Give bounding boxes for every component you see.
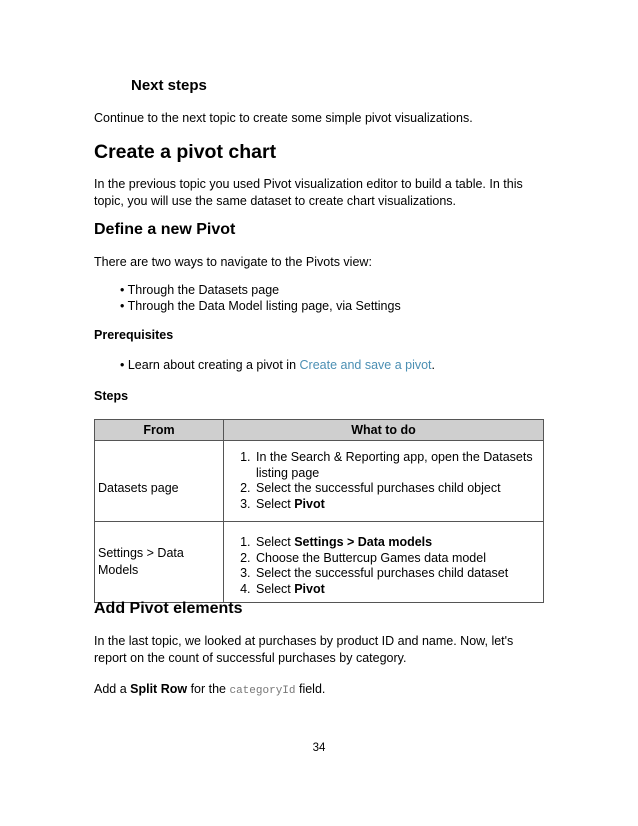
- from-cell: [95, 522, 224, 603]
- step-text: Select the successful purchases child object: [256, 481, 501, 495]
- add-pivot-line-2: report on the count of successful purchases by category.: [94, 651, 407, 665]
- split-prefix: Add a: [94, 682, 131, 696]
- prerequisite-suffix: .: [431, 358, 436, 372]
- column-header-what-to-do: What to do: [224, 420, 544, 441]
- next-steps-heading: Next steps: [131, 77, 207, 94]
- steps-heading: Steps: [94, 389, 129, 403]
- table-row: [95, 522, 544, 603]
- step-item: [254, 497, 540, 513]
- intro-line-1: In the previous topic you used Pivot visualization editor to build a table. In this: [94, 177, 523, 191]
- bullet-datasets: • Through the Datasets page: [120, 283, 280, 297]
- split-row-instruction: [94, 680, 325, 700]
- step-item: [254, 450, 540, 481]
- what-to-do-cell: [224, 522, 544, 603]
- step-list: [227, 535, 540, 597]
- prerequisite-item: [120, 358, 435, 372]
- split-suffix: field.: [295, 682, 326, 696]
- prerequisites-heading: Prerequisites: [94, 328, 174, 342]
- split-row-term: Split Row: [130, 682, 188, 696]
- column-header-from: From: [95, 420, 224, 441]
- steps-table: [94, 419, 544, 603]
- table-row: [95, 441, 544, 522]
- step-item: [254, 535, 540, 551]
- step-item: [254, 481, 540, 497]
- step-item: [254, 582, 540, 598]
- table-header-row: [95, 420, 544, 441]
- define-pivot-heading: Define a new Pivot: [94, 221, 236, 238]
- section-title: Create a pivot chart: [94, 141, 277, 163]
- page-number: 34: [312, 742, 326, 754]
- from-cell: [95, 441, 224, 522]
- step-text: Select: [256, 581, 295, 596]
- bullet-data-model: • Through the Data Model listing page, via Settings: [120, 299, 401, 313]
- prerequisite-text: • Learn about creating a pivot in: [120, 358, 300, 372]
- step-bold: Settings > Data models: [294, 535, 433, 549]
- next-steps-text: Continue to the next topic to create some simple pivot visualizations.: [94, 111, 473, 125]
- step-item: [254, 551, 540, 567]
- step-item: [254, 566, 540, 582]
- define-pivot-text: There are two ways to navigate to the Pivots view:: [94, 255, 372, 269]
- category-id-code: categoryId: [229, 685, 296, 697]
- step-bold: Pivot: [294, 496, 325, 511]
- step-text: Choose the Buttercup Games data model: [256, 550, 486, 565]
- create-and-save-pivot-link[interactable]: Create and save a pivot: [299, 358, 432, 372]
- what-to-do-cell: [224, 441, 544, 522]
- from-text: Settings > Data Models: [98, 546, 184, 577]
- add-pivot-elements-heading: Add Pivot elements: [94, 600, 243, 617]
- split-middle: for the: [187, 682, 230, 696]
- step-text: Select: [256, 535, 295, 549]
- from-text: Datasets page: [98, 481, 179, 495]
- step-text: In the Search & Reporting app, open the Datasets listing page: [256, 450, 533, 480]
- add-pivot-line-1: In the last topic, we looked at purchases by product ID and name. Now, let's: [94, 634, 514, 648]
- intro-line-2: topic, you will use the same dataset to create chart visualizations.: [94, 194, 456, 208]
- step-list: [227, 450, 540, 512]
- step-bold: Pivot: [294, 581, 325, 596]
- step-text: Select the successful purchases child dataset: [256, 566, 509, 580]
- step-text: Select: [256, 496, 295, 511]
